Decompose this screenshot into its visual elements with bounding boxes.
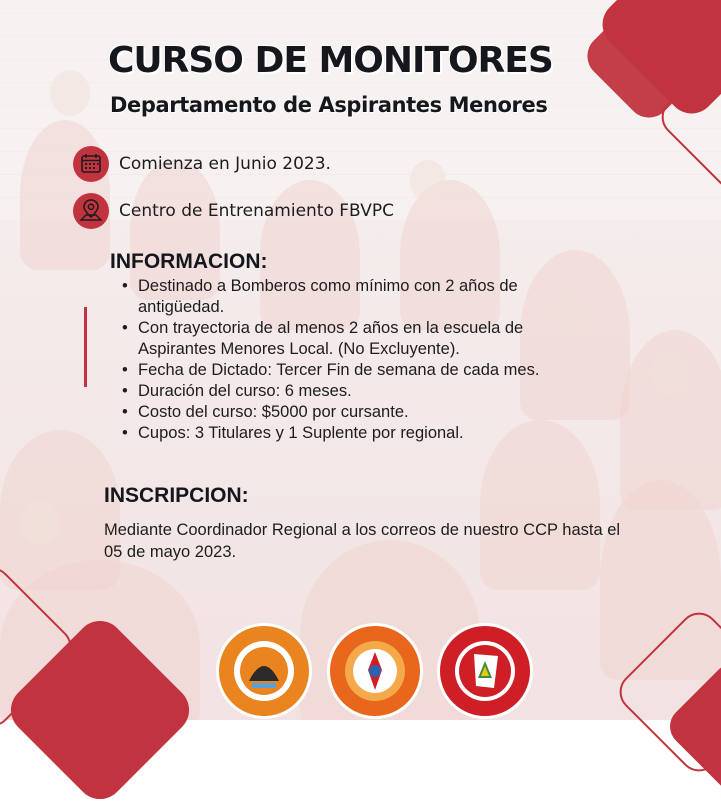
aspirantes-menores-logo — [216, 623, 312, 719]
inscripcion-text: Mediante Coordinador Regional a los correos de nuestro CCP hasta el 05 de mayo 2023. — [104, 521, 621, 561]
map-location-icon — [73, 193, 109, 229]
inscripcion-heading: INSCRIPCION: — [104, 484, 249, 507]
informacion-heading: INFORMACION: — [110, 250, 268, 273]
accent-line — [84, 307, 87, 387]
list-item: • Con trayectoria de al menos 2 años en la escuela de Aspirantes Menores Local. (No Excluyente). — [120, 318, 590, 360]
list-item: • Cupos: 3 Titulares y 1 Suplente por regional. — [120, 423, 590, 444]
start-date-text: Comienza en Junio 2023. — [119, 154, 331, 174]
location-row — [73, 193, 394, 229]
page-subtitle: Departamento de Aspirantes Menores — [110, 93, 548, 117]
informacion-list — [120, 276, 590, 444]
list-item: • Costo del curso: $5000 por cursante. — [120, 402, 590, 423]
start-date-row — [73, 146, 331, 182]
list-item: • Fecha de Dictado: Tercer Fin de semana de cada mes. — [120, 360, 590, 381]
centro-capacitacion-logo — [327, 623, 423, 719]
list-item: • Duración del curso: 6 meses. — [120, 381, 590, 402]
page-title: CURSO DE MONITORES — [108, 40, 553, 81]
calendar-icon — [73, 146, 109, 182]
federacion-bomberos-logo — [437, 623, 533, 719]
list-item: • Destinado a Bomberos como mínimo con 2 años de antigüedad. — [120, 276, 590, 318]
location-text: Centro de Entrenamiento FBVPC — [119, 201, 394, 221]
